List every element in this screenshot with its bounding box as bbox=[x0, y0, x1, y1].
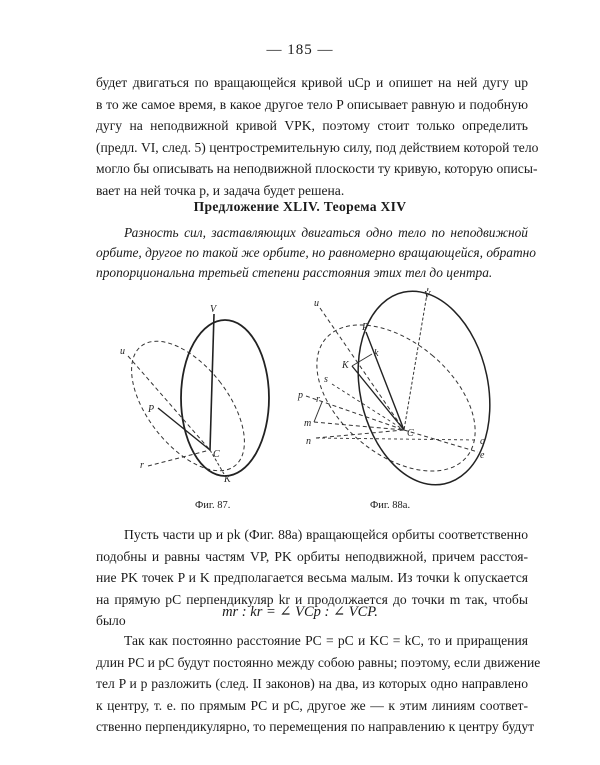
line-KC bbox=[352, 366, 404, 430]
text-line: вает на ней точка p, и задача будет решена. bbox=[96, 182, 345, 198]
label-P: P bbox=[362, 322, 369, 333]
line-Kk bbox=[352, 354, 372, 366]
text-line: к центру, т. е. по прямым PC и pC, другое же — к этим линиям соответ- bbox=[96, 697, 528, 713]
line-uC bbox=[128, 356, 210, 450]
text-line: ственно перпендикулярно, то перемещения по направлению к центру будут bbox=[96, 719, 535, 735]
label-V: V bbox=[424, 290, 431, 301]
text-line: подобны и равны частям VP, PK орбиты неподвижной, причем расстоя- bbox=[96, 548, 528, 564]
label-c: c bbox=[480, 436, 485, 447]
label-u: u bbox=[314, 298, 319, 309]
text-line: в то же самое время, в какое другое тело P описывает равную и подобную bbox=[96, 96, 528, 112]
text-line: Разность сил, заставляющих двигаться одно тело по неподвижной bbox=[124, 225, 528, 240]
line-nC bbox=[316, 430, 404, 438]
text-line: на прямую pC перпендикуляр kr и продолжается до точки m так, чтобы bbox=[96, 591, 528, 607]
text-line: ние PK точек P и K предполагается весьма малым. Из точки k опускается bbox=[96, 570, 528, 586]
text-line: Так как постоянно расстояние PC = pC и KC = kC, то и приращения bbox=[124, 633, 528, 648]
label-C: C bbox=[213, 449, 220, 460]
line-pC bbox=[306, 396, 404, 430]
text-line: (предл. VI, след. 5) центростремительную силу, под действием которой тело bbox=[96, 139, 539, 155]
proposition-heading: Предложение XLIV. Теорема XIV bbox=[193, 199, 407, 214]
label-s: s bbox=[324, 374, 328, 385]
paragraph-1 bbox=[96, 72, 539, 202]
label-e: e bbox=[480, 450, 485, 461]
label-p: p bbox=[298, 390, 303, 401]
figure-87 bbox=[100, 300, 300, 490]
fixed-orbit bbox=[181, 320, 269, 476]
label-r: r bbox=[140, 460, 144, 471]
text-line: дугу на неподвижной кривой VPK, поэтому стоит только определить bbox=[96, 118, 528, 134]
text-line: могло бы описывать на неподвижной плоскости ту кривую, которую описы- bbox=[96, 161, 538, 177]
line-mr bbox=[314, 402, 322, 422]
label-k: k bbox=[374, 348, 379, 359]
line-PC bbox=[366, 332, 404, 430]
text-line: было bbox=[96, 613, 126, 629]
text-line: орбите, другое по такой же орбите, но равномерно вращающейся, обратно bbox=[96, 245, 537, 260]
text-line: будет двигаться по вращающейся кривой uCp и опишет на ней дугу up bbox=[96, 75, 528, 90]
line-VC bbox=[404, 288, 428, 430]
line-Ce bbox=[404, 430, 478, 452]
paragraph-3 bbox=[96, 630, 541, 738]
figure-88a-caption: Фиг. 88a. bbox=[370, 500, 411, 511]
label-C: C bbox=[407, 428, 414, 439]
line-PC bbox=[158, 408, 210, 450]
rotating-orbit bbox=[292, 296, 502, 490]
line-VC bbox=[210, 314, 214, 450]
label-n: n bbox=[306, 436, 311, 447]
line-mC bbox=[314, 422, 404, 430]
label-K: K bbox=[342, 360, 349, 371]
label-u: u bbox=[120, 346, 125, 357]
figure-88a bbox=[292, 280, 508, 490]
rotating-orbit bbox=[110, 321, 267, 490]
text-line: Пусть части up и pk (Фиг. 88a) вращающейся орбиты соответственно bbox=[124, 527, 528, 542]
theorem-statement bbox=[96, 223, 537, 283]
line-Cc bbox=[316, 438, 478, 440]
label-m: m bbox=[304, 418, 312, 429]
text-line: длин PC и pC будут постоянно между собою равны; поэтому, если движение bbox=[96, 654, 541, 670]
page-number: — 185 — bbox=[266, 42, 334, 58]
formula: mr : kr = ∠ VCp : ∠ VCP. bbox=[222, 604, 378, 620]
label-P: P bbox=[148, 404, 155, 415]
text-line: пропорциональна третьей степени расстояния этих тел до центра. bbox=[96, 265, 493, 280]
text-line: тел P и p разложить (след. II законов) на два, из которых одно направлено bbox=[96, 676, 528, 692]
label-V: V bbox=[210, 304, 217, 315]
label-K: K bbox=[224, 474, 231, 485]
figure-87-caption: Фиг. 87. bbox=[195, 500, 231, 511]
label-r: r bbox=[316, 394, 320, 405]
